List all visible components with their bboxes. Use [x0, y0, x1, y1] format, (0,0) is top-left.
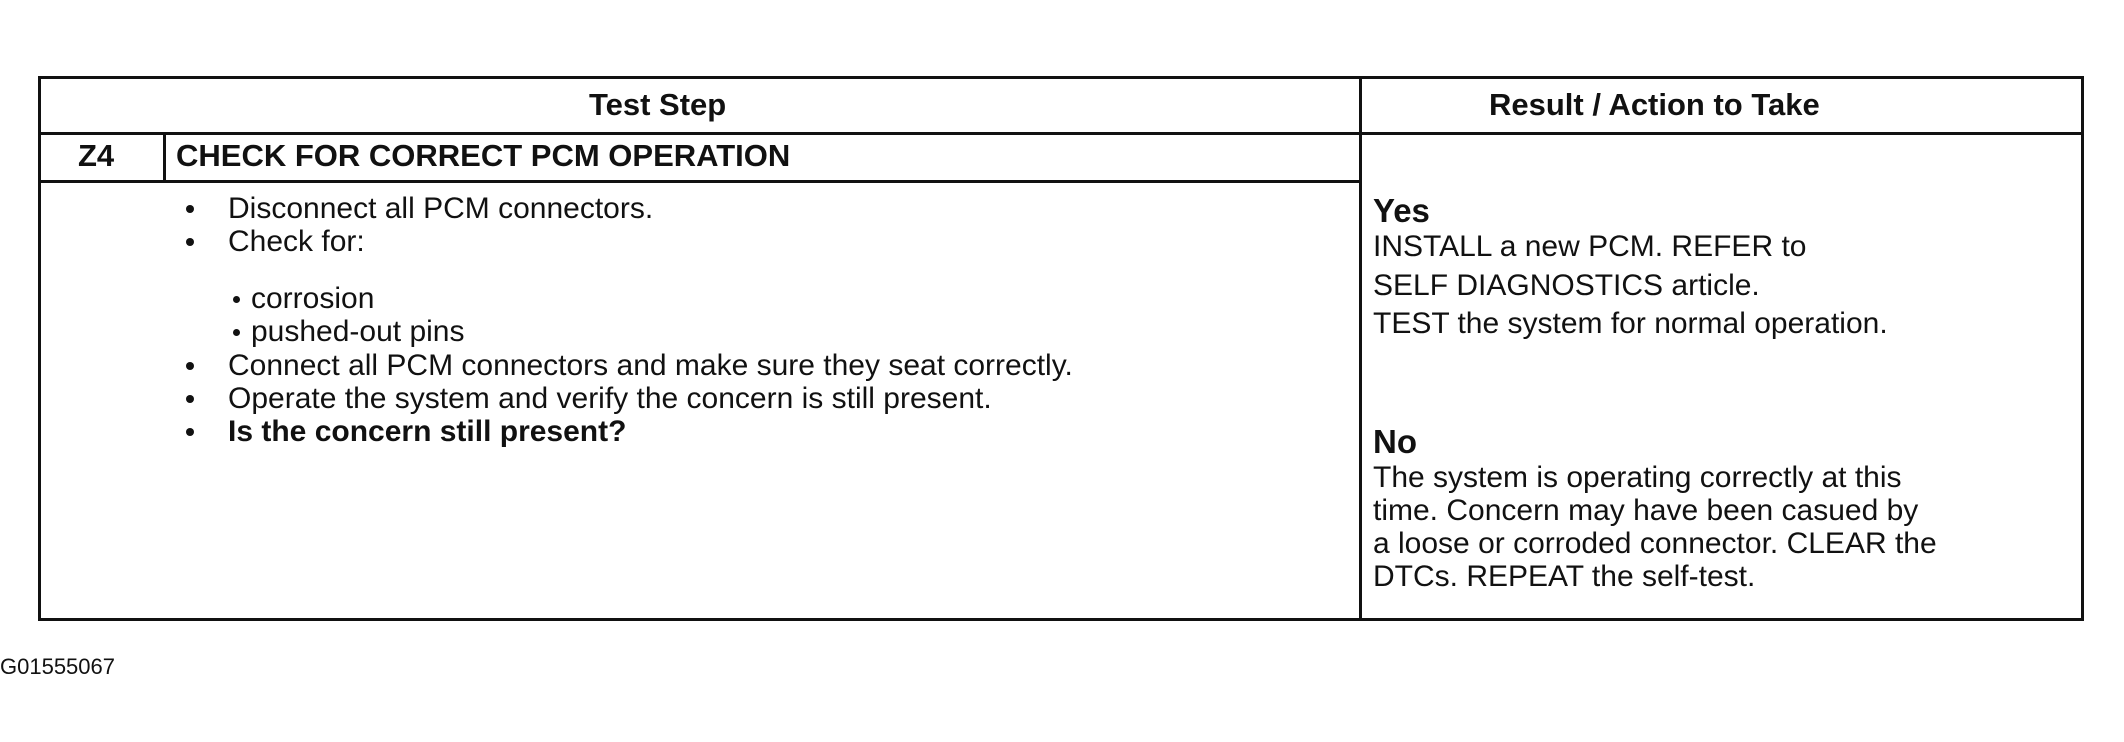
figure-id: G01555067	[0, 654, 115, 679]
step-item: Operate the system and verify the concern is still present.	[228, 382, 992, 415]
step-id: Z4	[78, 138, 115, 173]
no-label: No	[1373, 423, 1417, 460]
header-result-action: Result / Action to Take	[1489, 87, 1820, 122]
sub-bullet-2	[233, 329, 240, 336]
step-question: Is the concern still present?	[228, 415, 627, 448]
bullet-4	[186, 395, 194, 403]
no-line: time. Concern may have been casued by	[1373, 494, 1919, 527]
header-divider	[41, 132, 2081, 135]
step-item: Disconnect all PCM connectors.	[228, 192, 654, 225]
bullet-5	[186, 428, 194, 436]
header-test-step: Test Step	[589, 87, 727, 122]
column-divider	[1359, 79, 1362, 618]
step-title-divider	[41, 180, 1359, 183]
yes-label: Yes	[1373, 192, 1430, 229]
test-step-table	[38, 76, 2084, 621]
step-title: CHECK FOR CORRECT PCM OPERATION	[176, 138, 791, 173]
sub-item: corrosion	[251, 282, 375, 315]
yes-line: SELF DIAGNOSTICS article.	[1373, 269, 1760, 302]
step-item: Connect all PCM connectors and make sure they seat correctly.	[228, 349, 1073, 382]
no-line: DTCs. REPEAT the self-test.	[1373, 560, 1756, 593]
bullet-2	[186, 238, 194, 246]
sub-item: pushed-out pins	[251, 315, 465, 348]
bullet-3	[186, 362, 194, 370]
bullet-1	[186, 205, 194, 213]
step-id-divider	[163, 132, 166, 183]
yes-line: TEST the system for normal operation.	[1373, 307, 1888, 340]
no-line: The system is operating correctly at this	[1373, 461, 1902, 494]
no-line: a loose or corroded connector. CLEAR the	[1373, 527, 1937, 560]
sub-bullet-1	[233, 296, 240, 303]
step-item: Check for:	[228, 225, 365, 258]
yes-line: INSTALL a new PCM. REFER to	[1373, 230, 1807, 263]
